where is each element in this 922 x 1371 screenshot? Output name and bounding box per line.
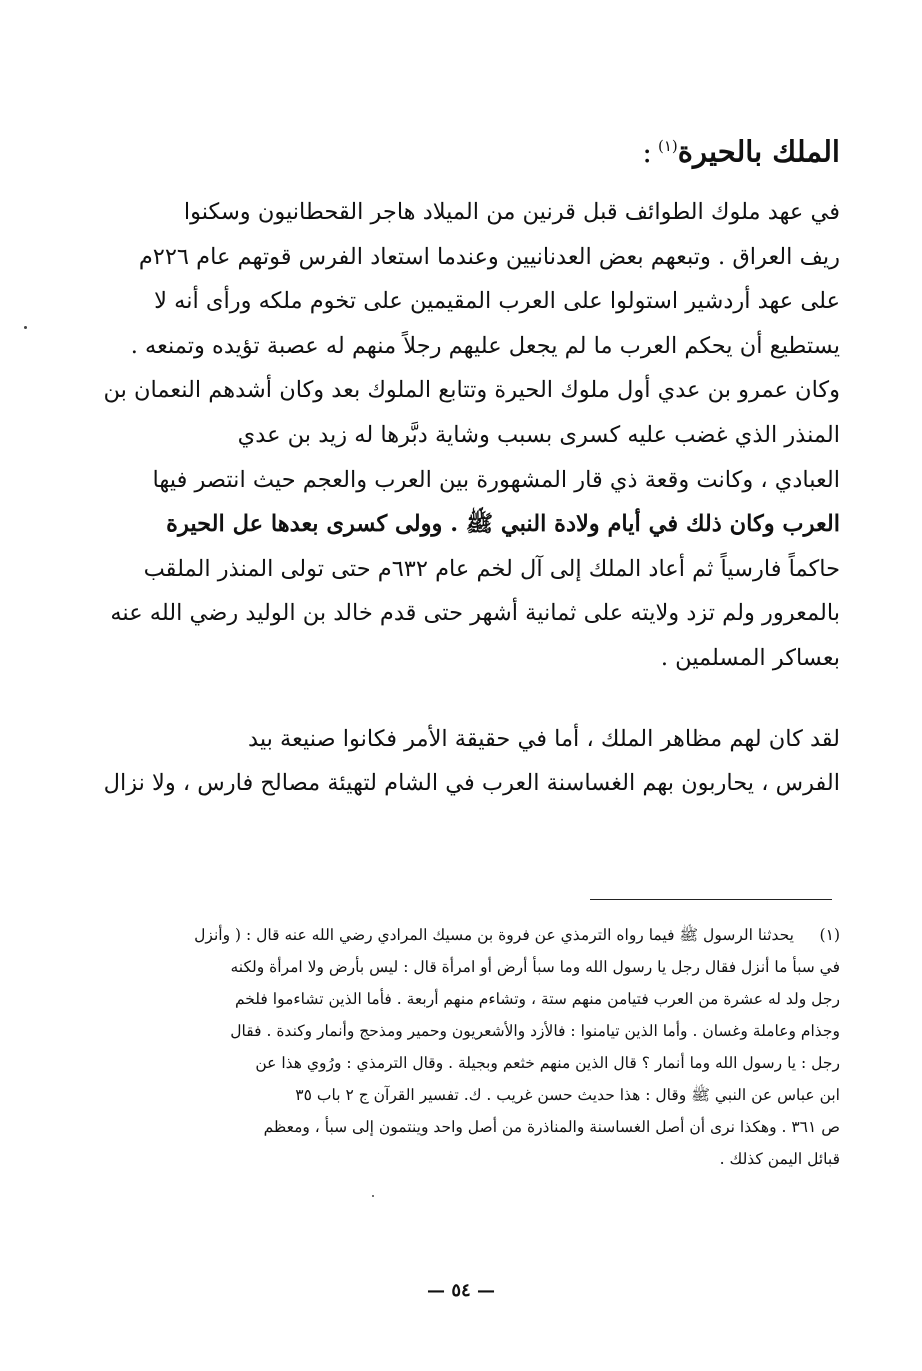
footnote-separator	[590, 899, 832, 900]
body-text	[88, 190, 840, 806]
footnote-line: قبائل اليمن كذلك .	[719, 1150, 840, 1168]
text-line: الفرس ، يحاربون بهم الغساسنة العرب في الشام لتهيئة مصالح فارس ، ولا نزال	[103, 770, 840, 797]
footnote-line: رجل ولد له عشرة من العرب فتيامن منهم ستة ، وتشاءم منهم أربعة . فأما الذين تشاءموا فلخم	[234, 990, 840, 1008]
text-line: لقد كان لهم مظاهر الملك ، أما في حقيقة الأمر فكانوا صنيعة بيد	[248, 725, 840, 752]
text-line: ريف العراق . وتبعهم بعض العدنانيين وعندما استعاد الفرس قوتهم عام ٢٢٦م	[138, 243, 840, 270]
text-line-bold: العرب وكان ذلك في أيام ولادة النبي ﷺ . وولى كسرى بعدها عل الحيرة	[166, 511, 840, 538]
text-line: على عهد أردشير استولوا على العرب المقيمين على تخوم ملكه ورأى أنه لا	[154, 288, 840, 315]
text-line: يستطيع أن يحكم العرب ما لم يجعل عليهم رجلاً منهم له عصبة تؤيده وتمنعه .	[130, 332, 840, 359]
footnote	[88, 919, 840, 1175]
footnote-line: ابن عباس عن النبي ﷺ وقال : هذا حديث حسن غريب . ك. تفسير القرآن ج ٢ باب ٣٥	[295, 1086, 840, 1104]
footnote-line: في سبأ ما أنزل فقال رجل يا رسول الله وما سبأ أرض أو امرأة قال : ليس بأرض ولا امرأة ولكنه	[230, 958, 840, 976]
text-line: في عهد ملوك الطوائف قبل قرنين من الميلاد هاجر القحطانيون وسكنوا	[183, 199, 840, 225]
text-line: بالمعرور ولم تزد ولايته على ثمانية أشهر حتى قدم خالد بن الوليد رضي الله عنه	[110, 600, 840, 627]
scan-speck	[372, 1195, 374, 1197]
heading-colon: :	[642, 134, 652, 169]
text-line: بعساكر المسلمين .	[660, 644, 840, 671]
footnote-line: وجذام وعاملة وغسان . وأما الذين تيامنوا : فالأزد والأشعريون وحمير ومذحج وأنمار وكندة . فقال	[230, 1022, 840, 1040]
heading-title: الملك بالحيرة	[677, 134, 840, 169]
footnote-line: رجل : يا رسول الله وما أنمار ؟ قال الذين منهم خثعم وبجيلة . وقال الترمذي : ورُوي هذا عن	[255, 1054, 840, 1072]
footnote-line	[88, 919, 840, 951]
scan-speck	[24, 326, 27, 329]
text-line: المنذر الذي غضب عليه كسرى بسبب وشاية دبَّرها له زيد بن عدي	[237, 421, 840, 448]
footnote-marker: (١)	[819, 926, 840, 944]
text-line: وكان عمرو بن عدي أول ملوك الحيرة وتتابع الملوك بعد وكان أشدهم النعمان بن	[103, 377, 840, 404]
footnote-text: يحدثنا الرسول ﷺ فيما رواه الترمذي عن فروة بن مسيك المرادي رضي الله عنه قال : ( وأنزل	[194, 926, 794, 944]
section-heading	[642, 126, 840, 172]
page-number: — ٥٤ —	[427, 1280, 495, 1301]
text-line: العبادي ، وكانت وقعة ذي قار المشهورة بين العرب والعجم حيث انتصر فيها	[152, 466, 840, 493]
text-line: حاكماً فارسياً ثم أعاد الملك إلى آل لخم عام ٦٣٢م حتى تولى المنذر الملقب	[143, 555, 840, 582]
heading-footnote-ref[interactable]: (١)	[658, 137, 678, 155]
footnote-line: ص ٣٦١ . وهكذا نرى أن أصل الغساسنة والمناذرة من أصل واحد وينتمون إلى سبأ ، ومعظم	[263, 1118, 840, 1136]
paragraph-gap	[88, 681, 840, 717]
